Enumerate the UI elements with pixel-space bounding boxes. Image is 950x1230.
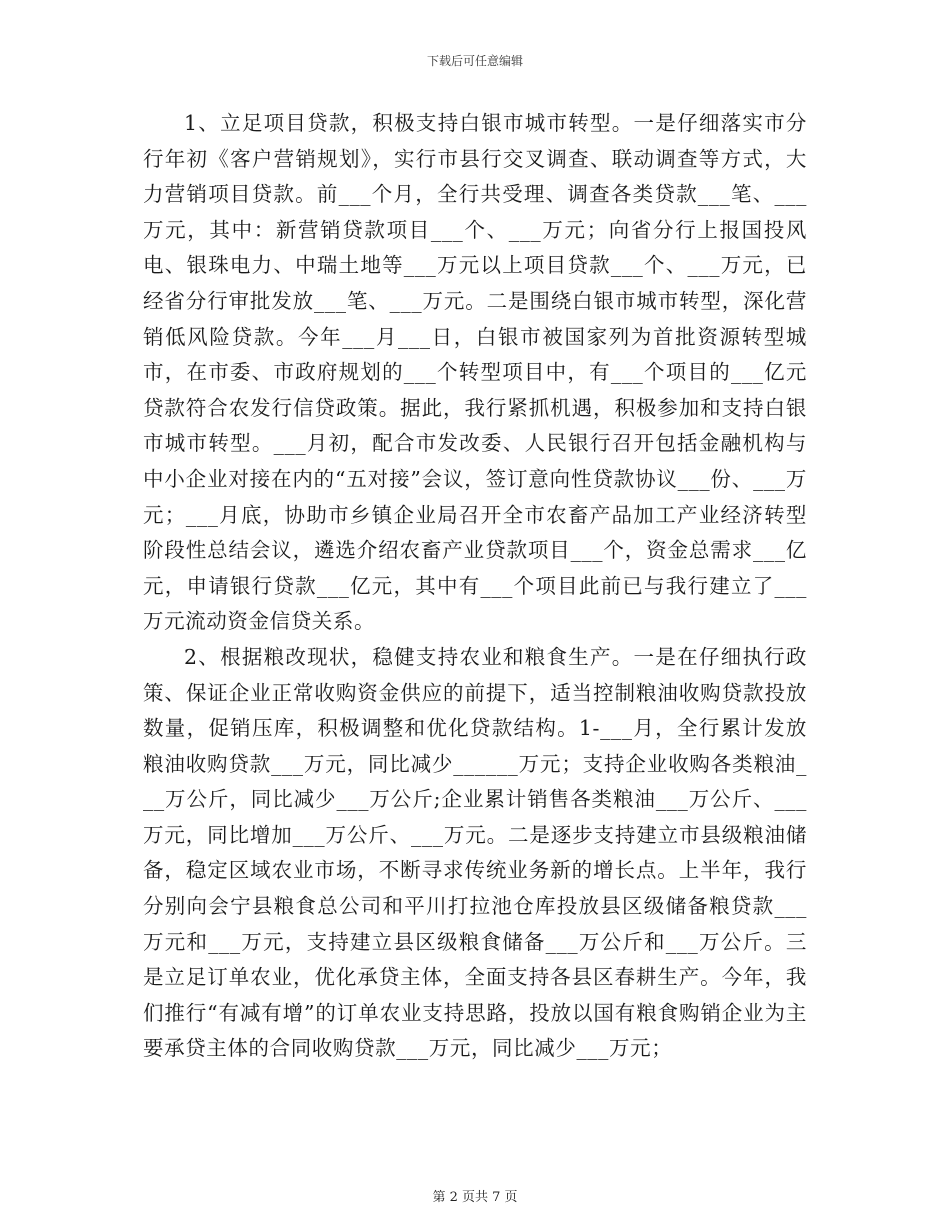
header-note: 下载后可任意编辑 [426,54,523,68]
page-number: 第 2 页共 7 页 [432,1190,518,1205]
paragraph-2: 2、根据粮改现状，稳健支持农业和粮食生产。一是在仔细执行政策、保证企业正常收购资金供应的前提下，适当控制粮油收购贷款投放数量，促销压库，积极调整和优化贷款结构。1-___月，全行累计发放粮油收购贷款___万元，同比减少______万元；支持企业收购各类粮油___万公斤，同比减少___万公斤;企业累计销售各类粮油___万公斤、___万元，同比增加___万公斤、___万元。二是逐步支持建立市县级粮油储备，稳定区域农业市场，不断寻求传统业务新的增长点。上半年，我行分别向会宁县粮食总公司和平川打拉池仓库投放县区级储备粮贷款___万元和___万元，支持建立县区级粮食储备___万公斤和___万公斤。三是立足订单农业，优化承贷主体，全面支持各县区春耕生产。今年，我们推行“有减有增”的订单农业支持思路，投放以国有粮食购销企业为主要承贷主体的合同收购贷款___万元，同比减少___万元； [143,644,807,1061]
paragraph-1: 1、立足项目贷款，积极支持白银市城市转型。一是仔细落实市分行年初《客户营销规划》，实行市县行交叉调查、联动调查等方式，大力营销项目贷款。前___个月，全行共受理、调查各类贷款___笔、___万元，其中：新营销贷款项目___个、___万元；向省分行上报国投风电、银珠电力、中瑞土地等___万元以上项目贷款___个、___万元，已经省分行审批发放___笔、___万元。二是围绕白银市城市转型，深化营销低风险贷款。今年___月___日，白银市被国家列为首批资源转型城市，在市委、市政府规划的___个转型项目中，有___个项目的___亿元贷款符合农发行信贷政策。据此，我行紧抓机遇，积极参加和支持白银市城市转型。___月初，配合市发改委、人民银行召开包括金融机构与中小企业对接在内的“五对接”会议，签订意向性贷款协议___份、___万元；___月底，协助市乡镇企业局召开全市农畜产品加工产业经济转型阶段性总结会议，遴选介绍农畜产业贷款项目___个，资金总需求___亿元，申请银行贷款___亿元，其中有___个项目此前已与我行建立了___万元流动资金信贷关系。 [143,111,807,634]
document-body [143,106,807,1067]
